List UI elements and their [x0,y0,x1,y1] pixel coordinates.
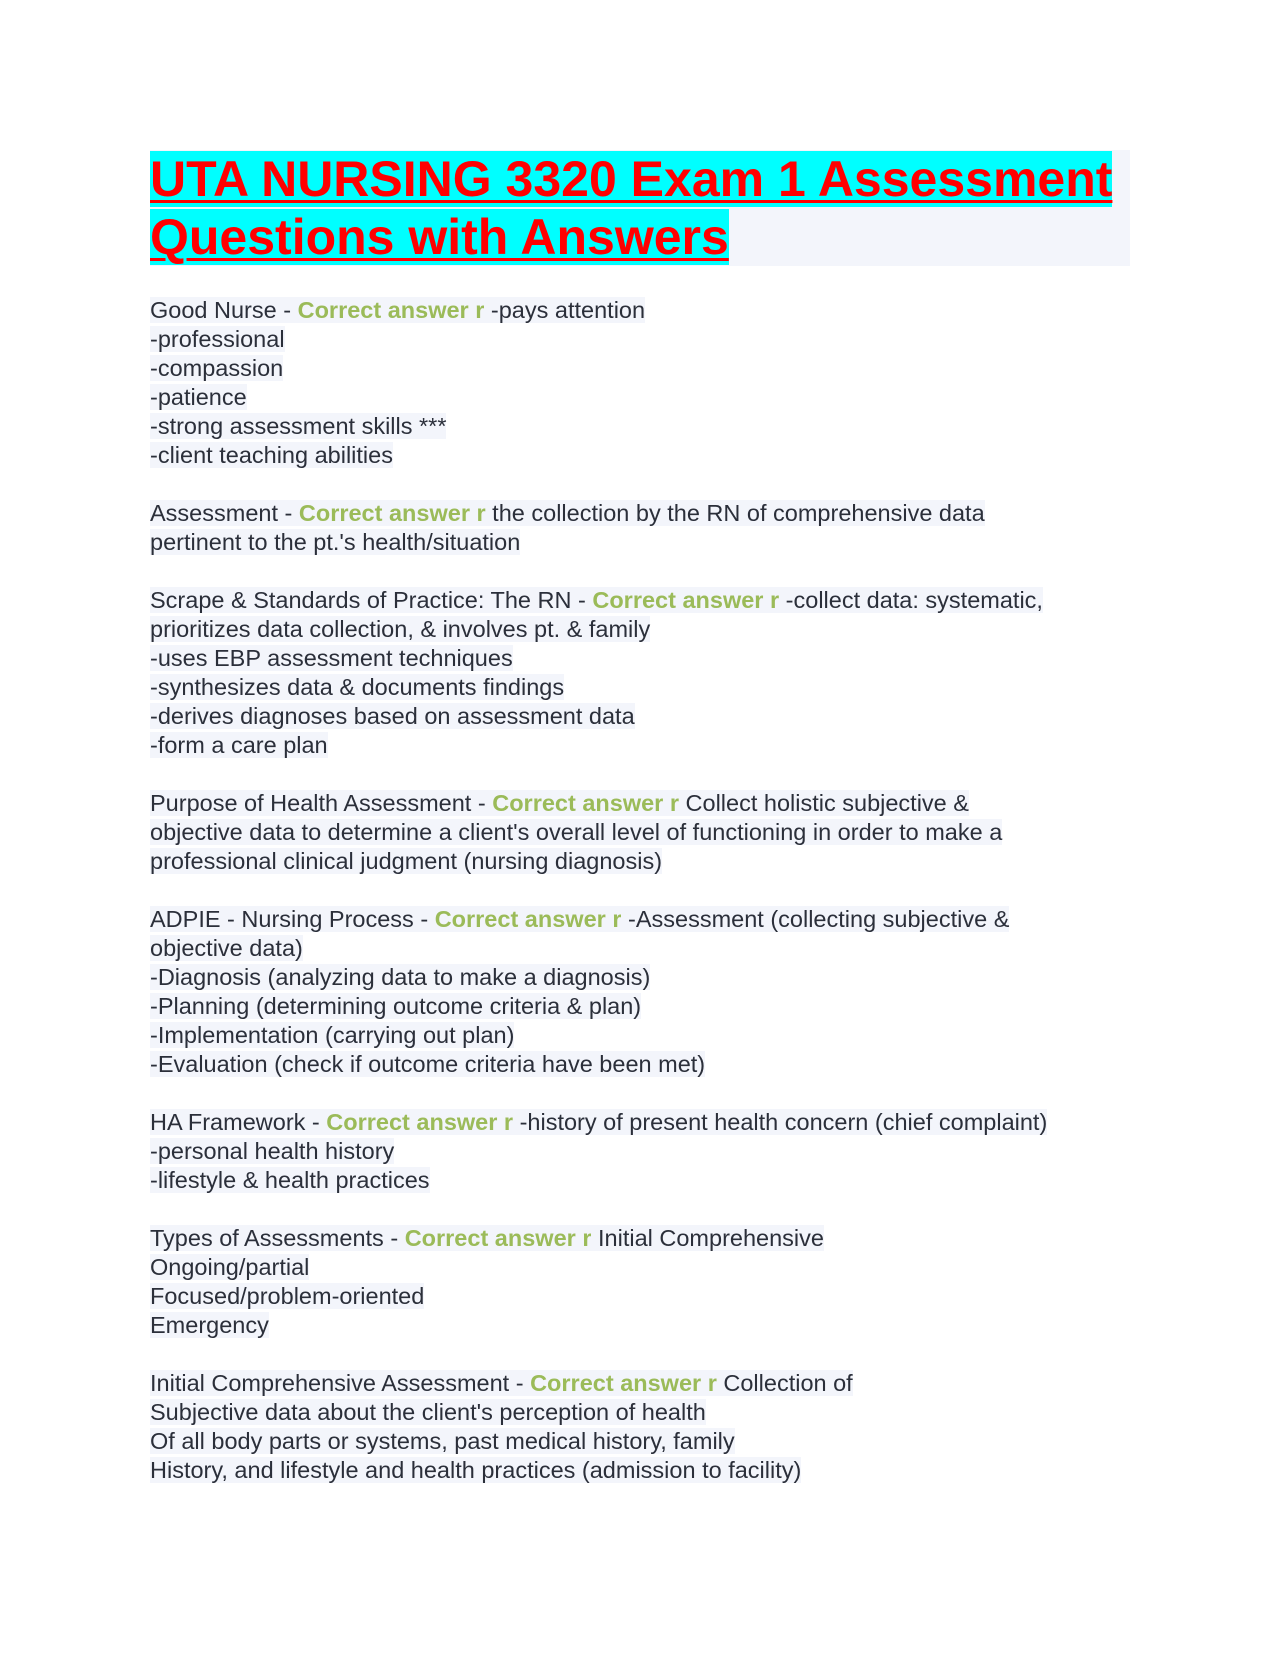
qa-answer-text: -synthesizes data & documents findings [150,674,565,700]
qa-item [150,1108,1130,1195]
qa-term: Assessment - [150,500,299,526]
qa-answer-start: -pays attention [484,297,646,323]
qa-answer-line [150,1427,1130,1456]
correct-answer-label: Correct answer r [404,1225,592,1251]
qa-answer-line [150,673,1130,702]
qa-answer-start: -Assessment (collecting subjective & [621,906,1010,932]
qa-answer-text: Subjective data about the client's perception of health [150,1399,706,1425]
qa-answer-line [150,383,1130,412]
qa-term: Types of Assessments - [150,1225,405,1251]
qa-answer-text: -form a care plan [150,732,328,758]
qa-first-line [150,1224,1130,1253]
qa-answer-line [150,615,1130,644]
qa-answer-line [150,731,1130,760]
qa-answer-text: -uses EBP assessment techniques [150,645,513,671]
qa-term: ADPIE - Nursing Process - [150,906,435,932]
qa-answer-line [150,963,1130,992]
qa-term: Good Nurse - [150,297,298,323]
qa-answer-line [150,644,1130,673]
qa-answer-line [150,992,1130,1021]
qa-answer-line [150,847,1130,876]
qa-item [150,296,1130,470]
qa-answer-text: -strong assessment skills *** [150,413,447,439]
qa-answer-line [150,702,1130,731]
qa-item [150,499,1130,557]
correct-answer-label: Correct answer r [298,500,486,526]
qa-answer-line [150,1311,1130,1340]
qa-term: HA Framework - [150,1109,327,1135]
qa-answer-line [150,1456,1130,1485]
qa-item [150,1224,1130,1340]
qa-term: Initial Comprehensive Assessment - [150,1370,531,1396]
qa-answer-line [150,528,1130,557]
document-title [150,150,1130,266]
qa-first-line [150,905,1130,934]
qa-term: Scrape & Standards of Practice: The RN - [150,587,593,613]
qa-item [150,789,1130,876]
qa-answer-text: pertinent to the pt.'s health/situation [150,529,521,555]
correct-answer-label: Correct answer r [530,1370,717,1396]
title-block [150,150,1130,266]
qa-answer-line [150,1282,1130,1311]
qa-first-line [150,586,1130,615]
document-page [150,150,1130,1514]
correct-answer-label: Correct answer r [326,1109,514,1135]
qa-first-line [150,1369,1130,1398]
qa-answer-line [150,412,1130,441]
qa-answer-line [150,1137,1130,1166]
qa-item [150,905,1130,1079]
qa-answer-text: -Diagnosis (analyzing data to make a diagnosis) [150,964,651,990]
qa-answer-text: Emergency [150,1312,269,1338]
correct-answer-label: Correct answer r [434,906,622,932]
qa-answer-text: Focused/problem-oriented [150,1283,425,1309]
qa-answer-line [150,934,1130,963]
qa-answer-line [150,441,1130,470]
qa-answer-start: -collect data: systematic, [779,587,1043,613]
qa-answer-text: objective data to determine a client's overall level of functioning in order to make a [150,819,1003,845]
qa-answer-text: -derives diagnoses based on assessment data [150,703,635,729]
qa-term: Purpose of Health Assessment - [150,790,493,816]
qa-first-line [150,789,1130,818]
qa-answer-text: -client teaching abilities [150,442,393,468]
qa-first-line [150,499,1130,528]
qa-answer-line [150,1398,1130,1427]
qa-answer-text: -Implementation (carrying out plan) [150,1022,515,1048]
qa-first-line [150,1108,1130,1137]
qa-answer-text: -personal health history [150,1138,395,1164]
qa-answer-text: Ongoing/partial [150,1254,310,1280]
qa-answer-text: History, and lifestyle and health practices (admission to facility) [150,1457,802,1483]
qa-answer-start: -history of present health concern (chief complaint) [513,1109,1048,1135]
qa-answer-start: Collection of [716,1370,853,1396]
qa-answer-line [150,1050,1130,1079]
qa-answer-text: professional clinical judgment (nursing diagnosis) [150,848,663,874]
qa-list [150,296,1130,1485]
qa-answer-start: Initial Comprehensive [591,1225,824,1251]
qa-first-line [150,296,1130,325]
qa-answer-text: -Evaluation (check if outcome criteria have been met) [150,1051,706,1077]
qa-answer-start: Collect holistic subjective & [679,790,969,816]
title-line-2: Questions with Answers [150,209,729,265]
qa-answer-text: -lifestyle & health practices [150,1167,430,1193]
qa-item [150,586,1130,760]
title-line-1: UTA NURSING 3320 Exam 1 Assessment [150,151,1113,207]
qa-answer-text: -patience [150,384,247,410]
qa-answer-line [150,1253,1130,1282]
qa-answer-text: -compassion [150,355,284,381]
correct-answer-label: Correct answer r [297,297,485,323]
qa-answer-text: -professional [150,326,285,352]
qa-answer-line [150,1021,1130,1050]
correct-answer-label: Correct answer r [492,790,679,816]
qa-answer-line [150,818,1130,847]
qa-answer-line [150,354,1130,383]
qa-answer-line [150,325,1130,354]
qa-answer-text: Of all body parts or systems, past medical history, family [150,1428,735,1454]
correct-answer-label: Correct answer r [592,587,780,613]
qa-answer-text: -Planning (determining outcome criteria & plan) [150,993,642,1019]
qa-answer-text: objective data) [150,935,303,961]
qa-answer-start: the collection by the RN of comprehensive data [485,500,985,526]
qa-item [150,1369,1130,1485]
qa-answer-line [150,1166,1130,1195]
qa-answer-text: prioritizes data collection, & involves pt. & family [150,616,651,642]
